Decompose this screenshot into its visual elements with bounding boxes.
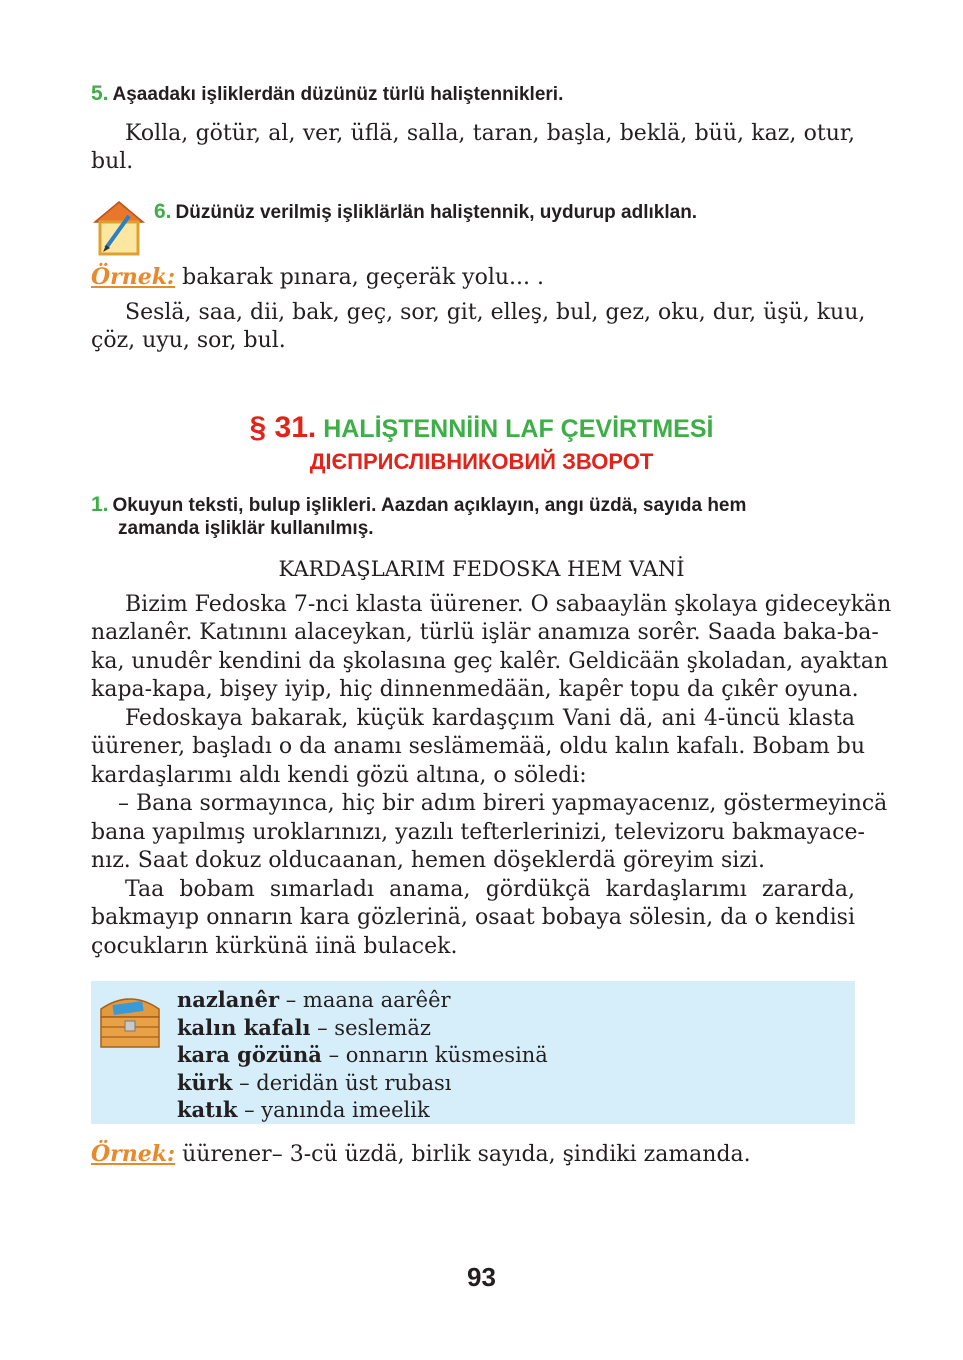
house-pencil-icon — [91, 198, 147, 258]
task-5-heading — [91, 82, 563, 106]
glossary-definition: – deridän üst rubası — [232, 1071, 452, 1095]
glossary-term: kalın kafalı — [177, 1015, 311, 1040]
glossary-entry — [177, 1015, 431, 1040]
story-line: bakmayıp onnarın kara gözlerinä, osaat bobaya sölesin, da o kendisi — [91, 905, 855, 930]
story-line: çocukların kürkünä iinä bulacek. — [91, 934, 458, 959]
glossary-definition: – maana aarêêr — [279, 988, 451, 1012]
glossary-definition: – onnarın küsmesinä — [321, 1043, 548, 1067]
story-line: nazlanêr. Katınını alaceykan, türlü işlär anamıza sorêr. Saada baka-ba- — [91, 620, 879, 645]
story-line: Bizim Fedoska 7-nci klasta üürener. O sabaaylän şkolaya gideceykän — [125, 592, 892, 617]
story-line: ka, unudêr kendini da şkolasına geç kalêr. Geldicään şkoladan, ayaktan — [91, 649, 889, 674]
task-6-example — [91, 263, 544, 293]
section-subtitle: ДІЄПРИСЛІВНИКОВИЙ ЗВОРОТ — [309, 449, 654, 474]
task-5-number: 5. — [91, 82, 109, 105]
example-label: Örnek: — [91, 264, 176, 290]
glossary-box — [91, 981, 855, 1124]
treasure-chest-icon — [95, 987, 165, 1053]
glossary-term: katık — [177, 1097, 238, 1122]
glossary-entry — [177, 1097, 430, 1122]
task-5-text-line-2: bul. — [91, 149, 134, 174]
glossary-term: kürk — [177, 1070, 233, 1095]
task-1-number: 1. — [91, 493, 109, 516]
section-title-text: HALİŞTENNİİN LAF ÇEVİRTMESİ — [316, 415, 714, 443]
task-1-instruction-line-2: zamanda işliklär kullanılmış. — [118, 518, 374, 539]
task-6-number: 6. — [154, 200, 172, 223]
example-2-text: üürener– 3-cü üzdä, birlik sayıda, şindiki zamanda. — [175, 1142, 751, 1167]
story-line: bana yapılmış uroklarınızı, yazılı tefterlerinizi, televizoru bakmayace- — [91, 820, 865, 845]
example-2-label: Örnek: — [91, 1141, 176, 1167]
glossary-term: nazlanêr — [177, 987, 280, 1012]
story-line: – Bana sormayınca, hiç bir adım bireri yapmayacenız, göstermeyincä — [118, 791, 888, 816]
section-title — [0, 411, 963, 445]
story-line: nız. Saat dokuz olducaanan, hemen döşeklerdä göreyim sizi. — [91, 848, 765, 873]
glossary-definition: – seslemäz — [310, 1016, 431, 1040]
task-6-heading — [154, 200, 697, 224]
story-line: üürener, başladı o da anamı seslämemää, oldu kalın kafalı. Bobam bu — [91, 734, 866, 759]
task-6-text-line-2: çöz, uyu, sor, bul. — [91, 328, 286, 353]
section-symbol: § 31. — [249, 411, 317, 444]
example-2 — [91, 1140, 751, 1170]
glossary-entry — [177, 987, 451, 1012]
task-6-text-line-1: Seslä, saa, dii, bak, geç, sor, git, elleş, bul, gez, oku, dur, üşü, kuu, — [125, 300, 866, 325]
page-number: 93 — [467, 1262, 496, 1292]
task-5-instruction: Aşaadakı işliklerdän düzünüz türlü haliştennikleri. — [112, 84, 564, 105]
story-line: Fedoskaya bakarak, küçük kardaşçıım Vani dä, ani 4-üncü klasta — [125, 706, 855, 731]
task-5-text-line-1: Kolla, götür, al, ver, üflä, salla, taran, başla, beklä, büü, kaz, otur, — [125, 121, 855, 146]
glossary-entry — [177, 1042, 548, 1067]
glossary-entry — [177, 1070, 452, 1095]
glossary-term: kara gözünä — [177, 1042, 322, 1067]
story-line: kapa-kapa, bişey iyip, hiç dinnenmedään, kapêr topu da çıkêr oyuna. — [91, 677, 859, 702]
example-text: bakarak pınara, geçeräk yolu... . — [175, 265, 544, 290]
glossary-definition: – yanında imeelik — [237, 1098, 430, 1122]
task-1-instruction-line-1: Okuyun teksti, bulup işlikleri. Aazdan açıklayın, angı üzdä, sayıda hem — [112, 495, 747, 516]
story-title: KARDAŞLARIM FEDOSKA HEM VANİ — [278, 557, 685, 581]
story-line: Taa bobam sımarladı anama, gördükçä kardaşlarımı zararda, — [125, 877, 855, 902]
story-line: kardaşlarımı aldı kendi gözü altına, o söledi: — [91, 763, 587, 788]
task-6-instruction: Düzünüz verilmiş işliklärlän haliştennik, uydurup adlıklan. — [175, 202, 698, 223]
task-1-heading — [91, 493, 746, 517]
